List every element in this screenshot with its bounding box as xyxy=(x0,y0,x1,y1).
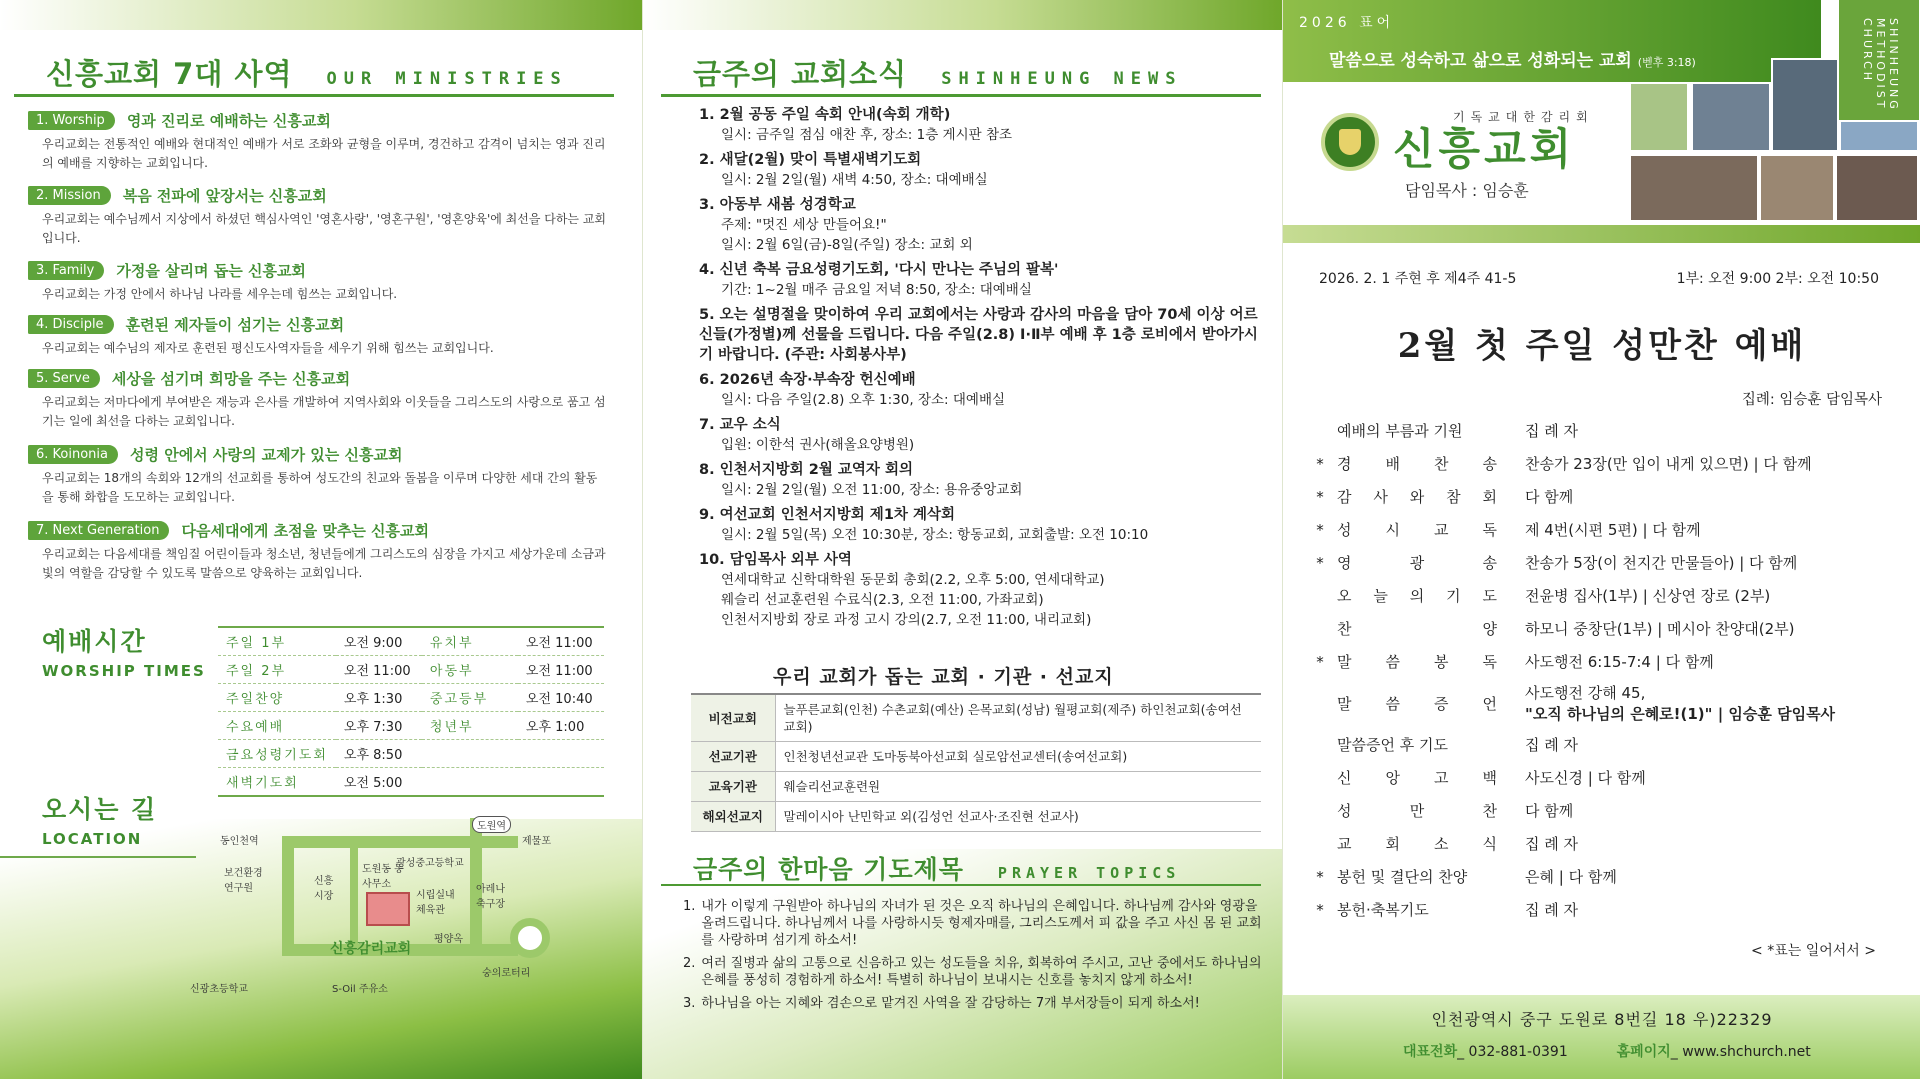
worship-cell: 오후 8:50 xyxy=(336,740,422,768)
standing-mark: * xyxy=(1316,652,1324,671)
order-row xyxy=(1303,645,1903,678)
standing-mark: * xyxy=(1316,867,1324,886)
order-row xyxy=(1303,513,1903,546)
support-category: 선교기관 xyxy=(691,742,775,772)
prayer-item xyxy=(683,955,1263,989)
order-item-value-text: 집 례 자 xyxy=(1525,422,1579,440)
news-item xyxy=(699,195,1259,255)
prayer-text: 하나님을 아는 지혜와 겸손으로 맡겨진 사역을 잘 감당하는 7개 부서장들이 되게 하소서! xyxy=(701,996,1200,1011)
photo xyxy=(1759,154,1835,222)
worship-cell: 수요예배 xyxy=(218,712,336,740)
location-map[interactable] xyxy=(190,818,568,995)
order-row xyxy=(1303,761,1903,794)
worship-cell: 새벽기도회 xyxy=(218,768,336,797)
ministry-tag: 3. Family xyxy=(28,261,104,280)
ministry-desc: 우리교회는 전통적인 예배와 현대적인 예배가 서로 조화와 균형을 이루며, 경건하고 감격이 넘치는 영과 진리의 예배를 지향하는 교회입니다. xyxy=(42,137,606,170)
ministry-tag: 5. Serve xyxy=(28,369,100,388)
order-item-name: 신 앙 고 백 xyxy=(1337,769,1497,787)
news-detail: 주제: "멋진 세상 만들어요!" xyxy=(721,217,887,233)
church-address: 인천광역시 중구 도원로 8번길 18 우)22329 xyxy=(1431,1010,1773,1029)
worship-cell xyxy=(422,768,518,797)
news-title-en: SHINHEUNG NEWS xyxy=(941,69,1183,89)
news-heading: 3. 아동부 새봄 성경학교 xyxy=(699,197,856,213)
ministry-desc: 우리교회는 18개의 속회와 12개의 선교회를 통하여 성도간의 친교와 돌봄을 이루며 다양한 세대 간의 활동을 통해 화합을 도모하는 교회입니다. xyxy=(42,471,598,504)
order-item-name: 교 회 소 식 xyxy=(1337,835,1497,853)
support-category: 비전교회 xyxy=(691,694,775,742)
prayer-number: 2. xyxy=(683,956,696,971)
motto-text: 말씀으로 성숙하고 삶으로 성화되는 교회 xyxy=(1329,51,1632,71)
service-leader: 집례: 임승훈 담임목사 xyxy=(1741,392,1882,408)
church-map-label: 신흥감리교회 xyxy=(330,941,412,957)
support-list: 웨슬리선교훈련원 xyxy=(775,772,1261,802)
order-item-name: 오 늘 의 기 도 xyxy=(1337,587,1497,605)
standing-mark: * xyxy=(1316,487,1324,506)
worship-times-title-en: WORSHIP TIMES xyxy=(42,662,206,680)
ministry-item xyxy=(28,260,608,304)
ministry-tag: 4. Disciple xyxy=(28,315,114,334)
worship-times-title-ko: 예배시간 xyxy=(42,627,147,656)
ministry-tag: 7. Next Generation xyxy=(28,521,169,540)
order-item-value xyxy=(1525,682,1903,724)
ministry-head xyxy=(28,520,608,541)
order-item-name-text: 말씀증언 후 기도 xyxy=(1337,736,1448,754)
worship-cell: 오전 10:40 xyxy=(518,684,604,712)
standing-mark: * xyxy=(1316,553,1324,572)
map-label: 시립실내 체육관 xyxy=(416,890,455,916)
standing-note: < *표는 일어서서 > xyxy=(1751,943,1876,959)
order-row xyxy=(1303,678,1903,728)
photo xyxy=(1691,82,1771,152)
order-item-value-text: 다 함께 xyxy=(1525,488,1574,506)
map-road xyxy=(282,836,294,956)
map-label: 아레나 축구장 xyxy=(476,884,505,910)
worship-cell xyxy=(518,740,604,768)
order-item-name xyxy=(1337,899,1497,920)
order-item-name: 감 사 와 참 회 xyxy=(1337,488,1497,506)
church-name: 신흥교회 xyxy=(1393,125,1576,175)
order-row xyxy=(1303,546,1903,579)
order-row xyxy=(1303,728,1903,761)
photo xyxy=(1839,120,1919,152)
news-heading: 2. 새달(2월) 맞이 특별새벽기도회 xyxy=(699,152,922,168)
support-list: 늘푸른교회(인천) 수촌교회(예산) 은목교회(성남) 월평교회(제주) 하인천교회(송여선교회) xyxy=(775,694,1261,742)
order-item-value xyxy=(1525,585,1903,606)
order-item-value-sub: "오직 하나님의 은혜로!(1)" | 임승훈 담임목사 xyxy=(1525,705,1836,723)
photo xyxy=(1771,58,1839,152)
contact-line xyxy=(1403,1041,1811,1061)
worship-cell: 오전 11:00 xyxy=(518,656,604,684)
news-detail: 일시: 다음 주일(2.8) 오후 1:30, 장소: 대예배실 xyxy=(721,392,1006,408)
worship-cell: 주일찬양 xyxy=(218,684,336,712)
order-item-name xyxy=(1337,734,1497,755)
news-heading: 4. 신년 축복 금요성령기도회, '다시 만나는 주님의 팔복' xyxy=(699,262,1059,278)
order-item-value xyxy=(1525,486,1903,507)
order-row xyxy=(1303,827,1903,860)
news-panel xyxy=(642,0,1282,1079)
worship-row xyxy=(218,684,604,712)
ministry-desc: 우리교회는 예수님의 제자로 훈련된 평신도사역자들을 세우기 위해 힘쓰는 교회입니다. xyxy=(42,341,494,355)
location-title-en: LOCATION xyxy=(42,830,143,848)
ministry-head xyxy=(28,444,608,465)
news-heading: 5. 오는 설명절을 맞이하여 우리 교회에서는 사랑과 감사의 마음을 담아 70세 이상 어르신들(가정별)께 선물을 드립니다. 다음 주일(2.8) Ⅰ·Ⅱ부 예배 후 1층 로비에서 받아가시기 바랍니다. (주관: 사회봉사부) xyxy=(699,307,1258,363)
standing-mark: * xyxy=(1316,900,1324,919)
map-label: 도원역 xyxy=(472,816,511,833)
ministry-head xyxy=(28,110,608,131)
denomination: 기독교대한감리회 xyxy=(1453,110,1594,124)
news-title xyxy=(693,52,1183,93)
prayer-number: 1. xyxy=(683,899,696,914)
ministry-item xyxy=(28,444,608,507)
ministry-item xyxy=(28,110,608,173)
title-rule xyxy=(14,94,614,97)
news-list xyxy=(699,105,1259,635)
ministry-tag: 6. Koinonia xyxy=(28,445,118,464)
worship-cell: 오전 5:00 xyxy=(336,768,422,797)
support-row xyxy=(691,772,1261,802)
order-item-value xyxy=(1525,453,1903,474)
map-label: 숭의로터리 xyxy=(482,968,531,979)
news-item xyxy=(699,550,1259,630)
news-detail: 연세대학교 신학대학원 동문회 총회(2.2, 오후 5:00, 연세대학교) xyxy=(721,572,1105,588)
worship-row xyxy=(218,627,604,656)
news-detail: 일시: 2월 6일(금)-8일(주일) 장소: 교회 외 xyxy=(721,237,973,253)
order-row xyxy=(1303,414,1903,447)
ministry-name: 복음 전파에 앞장서는 신흥교회 xyxy=(122,187,327,205)
news-heading: 1. 2월 공동 주일 속회 안내(속회 개학) xyxy=(699,107,951,123)
cover-header xyxy=(1283,0,1920,244)
worship-row xyxy=(218,712,604,740)
news-heading: 10. 담임목사 외부 사역 xyxy=(699,552,852,568)
order-item-value xyxy=(1525,420,1903,441)
service-date: 2026. 2. 1 주현 후 제4주 41-5 xyxy=(1319,271,1517,287)
news-heading: 6. 2026년 속장·부속장 헌신예배 xyxy=(699,372,916,388)
order-item-value xyxy=(1525,899,1903,920)
order-row xyxy=(1303,447,1903,480)
worship-row xyxy=(218,656,604,684)
order-item-value xyxy=(1525,800,1903,821)
service-title: 2월 첫 주일 성만찬 예배 xyxy=(1397,326,1807,366)
year-label: 2026 표어 xyxy=(1299,15,1395,31)
news-item xyxy=(699,505,1259,545)
order-row xyxy=(1303,480,1903,513)
news-item xyxy=(699,105,1259,145)
title-rule xyxy=(661,94,1261,97)
church-map-icon xyxy=(366,892,410,926)
support-row xyxy=(691,742,1261,772)
worship-cell: 청년부 xyxy=(422,712,518,740)
ministry-desc: 우리교회는 다음세대를 책임질 어린이들과 청소년, 청년들에게 그리스도의 심장을 가지고 세상가운데 소금과 빛의 역할을 감당할 수 있도록 말씀으로 양육하는 교회입니다. xyxy=(42,547,606,580)
ministry-head xyxy=(28,185,608,206)
tel-number: _ 032-881-0391 xyxy=(1457,1044,1568,1060)
worship-cell: 오후 7:30 xyxy=(336,712,422,740)
order-item-value-text: 은혜 | 다 함께 xyxy=(1525,868,1617,886)
ministry-item xyxy=(28,368,608,431)
order-item-name: 영 광 송 xyxy=(1337,554,1497,572)
order-item-name: 성 만 찬 xyxy=(1337,802,1497,820)
order-item-value-text: 집 례 자 xyxy=(1525,901,1579,919)
service-times: 1부: 오전 9:00 2부: 오전 10:50 xyxy=(1676,271,1879,287)
worship-cell: 오전 11:00 xyxy=(518,627,604,656)
support-list: 말레이시아 난민학교 외(김성언 선교사·조진현 선교사) xyxy=(775,802,1261,832)
order-item-name: 성 시 교 독 xyxy=(1337,521,1497,539)
order-item-value-text: 제 4번(시편 5편) | 다 함께 xyxy=(1525,521,1701,539)
order-item-value xyxy=(1525,519,1903,540)
map-label: 제물포 xyxy=(522,836,551,847)
news-item xyxy=(699,370,1259,410)
map-road xyxy=(350,836,358,952)
map-label: 광성중고등학교 xyxy=(396,858,464,869)
standing-mark: * xyxy=(1316,454,1324,473)
order-item-name: 말 씀 증 언 xyxy=(1337,694,1497,713)
prayer-text: 여러 질병과 삶의 고통으로 신음하고 있는 성도들을 치유, 회복하여 주시고, 고난 중에서도 하나님의 은혜를 풍성히 경험하게 하소서! 특별히 하나님이 보내시는 신호를 놓치지 않게 하소서! xyxy=(701,956,1262,988)
location-rule xyxy=(0,856,196,858)
order-row xyxy=(1303,893,1903,926)
worship-cell: 주일 2부 xyxy=(218,656,336,684)
ministry-item xyxy=(28,314,608,358)
web-label: 홈페이지 xyxy=(1616,1044,1671,1060)
worship-times-title xyxy=(42,622,206,680)
order-item-name-text: 봉헌·축복기도 xyxy=(1337,901,1429,919)
order-item-value-text: 사도행전 6:15-7:4 | 다 함께 xyxy=(1525,653,1714,671)
news-detail: 일시: 2월 2일(월) 오전 11:00, 장소: 용유중앙교회 xyxy=(721,482,1023,498)
photo xyxy=(1835,154,1919,222)
top-bar xyxy=(643,0,1282,30)
news-detail: 일시: 금주일 점심 애찬 후, 장소: 1층 게시판 참조 xyxy=(721,127,1013,143)
photo xyxy=(1629,82,1689,152)
order-item-value-text: 집 례 자 xyxy=(1525,835,1579,853)
news-item xyxy=(699,460,1259,500)
map-label: S-Oil 주유소 xyxy=(332,984,388,995)
support-row xyxy=(691,802,1261,832)
map-rotary xyxy=(510,918,550,958)
news-detail: 입원: 이한석 권사(해올요양병원) xyxy=(721,437,915,453)
footer xyxy=(1283,995,1920,1079)
pastor: 담임목사 : 임승훈 xyxy=(1405,181,1529,200)
ministry-head xyxy=(28,368,608,389)
worship-cell: 오전 11:00 xyxy=(336,656,422,684)
motto xyxy=(1329,46,1696,71)
prayer-number: 3. xyxy=(683,996,696,1011)
prayer-text: 내가 이렇게 구원받아 하나님의 자녀가 된 것은 오직 하나님의 은혜입니다. 하나님께 감사와 영광을 올려드립니다. 하나님께서 나를 사랑하시듯 형제자매를, 그리스도께서 피 값을 주고 사신 몸 된 교회를 사랑하며 섬기게 하소서! xyxy=(701,899,1262,948)
ministry-name: 세상을 섬기며 희망을 주는 신흥교회 xyxy=(111,370,351,388)
ministry-name: 영과 진리로 예배하는 신흥교회 xyxy=(126,112,331,130)
ministries-title xyxy=(46,52,568,93)
news-item xyxy=(699,260,1259,300)
ministry-item xyxy=(28,185,608,248)
order-item-value xyxy=(1525,618,1903,639)
order-item-value-text: 하모니 중창단(1부) | 메시아 찬양대(2부) xyxy=(1525,620,1795,638)
order-item-value xyxy=(1525,734,1903,755)
header-bar xyxy=(1283,225,1920,243)
news-detail: 웨슬리 선교훈련원 수료식(2.3, 오전 11:00, 가좌교회) xyxy=(721,592,1044,608)
news-heading: 9. 여선교회 인천서지방회 제1차 계삭회 xyxy=(699,507,955,523)
support-table xyxy=(691,693,1261,832)
ministry-name: 훈련된 제자들이 섬기는 신흥교회 xyxy=(125,316,345,334)
photo xyxy=(1629,154,1759,222)
ministries-title-en: OUR MINISTRIES xyxy=(326,69,568,89)
order-item-value xyxy=(1525,552,1903,573)
worship-cell xyxy=(422,740,518,768)
order-item-value-text: 전윤병 집사(1부) | 신상연 장로 (2부) xyxy=(1525,587,1771,605)
ministry-name: 다음세대에게 초점을 맞추는 신흥교회 xyxy=(181,522,429,540)
ministry-desc: 우리교회는 가정 안에서 하나님 나라를 세우는데 힘쓰는 교회입니다. xyxy=(42,287,398,301)
worship-cell: 오후 1:30 xyxy=(336,684,422,712)
map-label: 신흥 시장 xyxy=(314,876,334,902)
worship-times-table xyxy=(218,626,604,797)
map-label: 평양옥 xyxy=(434,934,463,945)
worship-cell: 주일 1부 xyxy=(218,627,336,656)
tel-label: 대표전화 xyxy=(1403,1044,1458,1060)
prayer-item xyxy=(683,898,1263,949)
order-item-value xyxy=(1525,866,1903,887)
prayer-item xyxy=(683,995,1263,1012)
vertical-label-text: SHINHEUNG METHODIST CHURCH xyxy=(1861,18,1900,112)
ministry-name: 성령 안에서 사랑의 교제가 있는 신흥교회 xyxy=(130,446,403,464)
prayer-title-ko: 금주의 한마음 기도제목 xyxy=(693,855,964,884)
order-row xyxy=(1303,860,1903,893)
map-label: 도원동 동사무소 xyxy=(362,864,404,890)
order-row xyxy=(1303,612,1903,645)
map-label: 신광초등학교 xyxy=(190,984,248,995)
support-list: 인천청년선교관 도마동북아선교회 실로암선교센터(송여선교회) xyxy=(775,742,1261,772)
order-item-name xyxy=(1337,420,1497,441)
news-detail: 인천서지방회 장로 과정 고시 강의(2.7, 오전 11:00, 내리교회) xyxy=(721,612,1092,628)
map-label: 동인천역 xyxy=(220,836,259,847)
news-detail: 일시: 2월 2일(월) 새벽 4:50, 장소: 대예배실 xyxy=(721,172,988,188)
order-row xyxy=(1303,794,1903,827)
order-item-value xyxy=(1525,767,1903,788)
worship-cell: 아동부 xyxy=(422,656,518,684)
service-date-row xyxy=(1319,268,1879,288)
support-row xyxy=(691,694,1261,742)
order-row xyxy=(1303,579,1903,612)
motto-ref: (벧후 3:18) xyxy=(1637,56,1696,69)
ministry-head xyxy=(28,314,608,335)
news-detail: 기간: 1~2월 매주 금요일 저녁 8:50, 장소: 대예배실 xyxy=(721,282,1032,298)
top-bar xyxy=(0,0,642,30)
support-category: 해외선교지 xyxy=(691,802,775,832)
order-item-name-text: 봉헌 및 결단의 찬양 xyxy=(1337,868,1468,886)
order-item-name: 말 씀 봉 독 xyxy=(1337,653,1497,671)
order-item-value-text: 찬송가 23장(만 입이 내게 있으면) | 다 함께 xyxy=(1525,455,1812,473)
order-item-value-text: 사도신경 | 다 함께 xyxy=(1525,769,1646,787)
standing-mark: * xyxy=(1316,520,1324,539)
ministry-desc: 우리교회는 저마다에게 부여받은 재능과 은사를 개발하여 지역사회와 이웃들을 그리스도의 사랑으로 품고 섬기는 일에 최선을 다하는 교회입니다. xyxy=(42,395,606,428)
order-item-value xyxy=(1525,651,1903,672)
location-title xyxy=(42,790,157,848)
news-item xyxy=(699,305,1259,365)
cover-panel xyxy=(1282,0,1920,1079)
church-logo-area xyxy=(1321,108,1594,175)
worship-row xyxy=(218,768,604,797)
map-road xyxy=(282,836,518,848)
order-item-name: 찬 양 xyxy=(1337,620,1497,638)
prayer-list xyxy=(683,898,1263,1018)
worship-cell: 금요성령기도회 xyxy=(218,740,336,768)
worship-cell xyxy=(518,768,604,797)
news-heading: 8. 인천서지방회 2월 교역자 회의 xyxy=(699,462,913,478)
ministry-name: 가정을 살리며 돕는 신흥교회 xyxy=(116,262,306,280)
church-seal-icon xyxy=(1321,113,1379,171)
order-item-value-text: 찬송가 5장(이 천지간 만물들아) | 다 함께 xyxy=(1525,554,1798,572)
vertical-label xyxy=(1839,0,1919,120)
motto-band xyxy=(1283,0,1821,82)
worship-cell: 유치부 xyxy=(422,627,518,656)
order-item-name: 경 배 찬 송 xyxy=(1337,455,1497,473)
worship-cell: 오후 1:00 xyxy=(518,712,604,740)
order-of-worship xyxy=(1303,414,1903,926)
location-title-ko: 오시는 길 xyxy=(42,795,158,824)
map-label: 보건환경 연구원 xyxy=(224,868,263,894)
prayer-title-en: PRAYER TOPICS xyxy=(997,864,1181,882)
ministry-head xyxy=(28,260,608,281)
order-item-value-text: 사도행전 강해 45, xyxy=(1525,684,1646,702)
ministry-item xyxy=(28,520,608,583)
title-rule xyxy=(661,884,1261,886)
ministry-desc: 우리교회는 예수님께서 지상에서 하셨던 핵심사역인 '영혼사랑', '영혼구원', '영혼양육'에 최선을 다하는 교회입니다. xyxy=(42,212,607,245)
worship-cell: 오전 9:00 xyxy=(336,627,422,656)
order-item-name xyxy=(1337,866,1497,887)
ministries-panel xyxy=(0,0,642,1079)
prayer-title xyxy=(693,850,1180,886)
ministry-tag: 1. Worship xyxy=(28,111,115,130)
order-item-value-text: 다 함께 xyxy=(1525,802,1574,820)
news-title-ko: 금주의 교회소식 xyxy=(693,57,908,91)
ministry-tag: 2. Mission xyxy=(28,186,111,205)
worship-cell: 중고등부 xyxy=(422,684,518,712)
news-detail: 일시: 2월 5일(목) 오전 10:30분, 장소: 항동교회, 교회출발: 오전 10:10 xyxy=(721,527,1149,543)
order-item-value xyxy=(1525,833,1903,854)
support-category: 교육기관 xyxy=(691,772,775,802)
news-item xyxy=(699,415,1259,455)
news-heading: 7. 교우 소식 xyxy=(699,417,781,433)
website-link[interactable]: _ www.shchurch.net xyxy=(1670,1044,1811,1060)
news-item xyxy=(699,150,1259,190)
ministries-title-ko: 신흥교회 7대 사역 xyxy=(46,57,293,91)
order-item-value-text: 집 례 자 xyxy=(1525,736,1579,754)
order-item-name-text: 예배의 부름과 기원 xyxy=(1337,422,1463,440)
support-title: 우리 교회가 돕는 교회 · 기관 · 선교지 xyxy=(773,666,1114,688)
worship-row xyxy=(218,740,604,768)
